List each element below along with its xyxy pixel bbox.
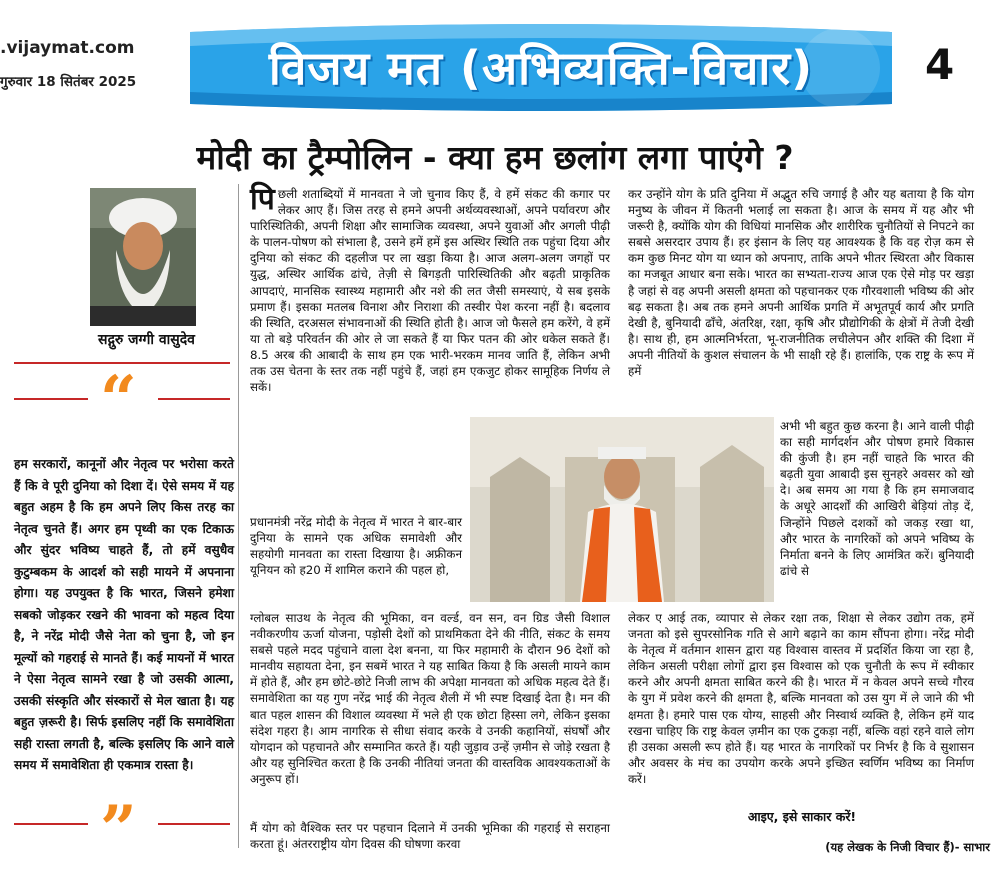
author-name: सद्गुरु जग्गी वासुदेव bbox=[98, 332, 195, 348]
divider bbox=[14, 398, 88, 400]
drop-cap: पि bbox=[250, 182, 275, 217]
article-photo bbox=[470, 417, 774, 602]
article-column-1 bbox=[250, 182, 610, 395]
article-paragraph: लेकर ए आई तक, व्यापार से लेकर रक्षा तक, शिक्षा से लेकर उद्योग तक, हमें जनता को इसे सुपरसोनिक गति से आगे बढ़ाने का काम सौंपना होगा। नरेंद्र मोदी के नेतृत्व में वर्तमान शासन द्वारा यह विश्वास वास्तव में प्रदर्शित किया जा रहा है, लेकिन असली परीक्षा लोगों द्वारा इस विश्वास को एक चुनौती के रूप में स्वीकार करने और अपनी क्षमता साबित करने की है। भारत में न केवल अपने सच्चे गौरव के युग में प्रवेश करने की क्षमता है, बल्कि मानवता को उस युग में ले जाने की भी क्षमता है। हमारे पास एक योग्य, साहसी और निस्वार्थ व्यक्ति है, लेकिन हमें याद रखना चाहिए कि राष्ट्र केवल ज़मीन का एक टुकड़ा नहीं, बल्कि वहां रहने वाले लोग ही उसका असली रूप होते हैं। यह भारत के नागरिकों पर निर्भर है कि वे सुशासन और अवसर के मंच का उपयोग करके अपने इच्छित स्वर्णिम भविष्य का निर्माण करें। bbox=[628, 611, 974, 786]
divider bbox=[158, 823, 230, 825]
divider bbox=[14, 823, 88, 825]
close-quote-icon: ” bbox=[100, 792, 137, 867]
pull-quote: हम सरकारों, कानूनों और नेतृत्व पर भरोसा करते हैं कि वे पूरी दुनिया को दिशा दें। ऐसे समय में यह बहुत अहम है कि हम अपने लिए किस तरह का नेतृत्व चुनते हैं। अगर हम पृथ्वी का एक टिकाऊ और सुंदर भविष्य चाहते हैं, तो हमें वसुधैव कुटुम्बकम के आदर्श को सही मायने में अपनाना होगा। यह उपयुक्त है कि भारत, जिसने हमेशा सबको जोड़कर रखने की भावना को महत्व दिया है, ने नरेंद्र मोदी जैसे नेता को चुना है, जो इन मूल्यों को गहराई से मानते हैं। कई मायनों में भारत ने ऐसा नेतृत्व सामने रखा है जो उसकी आत्मा, उसकी संस्कृति और संस्कारों से मेल खाता है। यह बहुत ज़रूरी है। सिर्फ इसलिए नहीं कि समावेशिता सही रास्ता लगती है, बल्कि इसलिए कि आने वाले समय में समावेशिता ही एकमात्र रास्ता है। bbox=[14, 457, 234, 772]
column-divider bbox=[238, 184, 239, 848]
article-paragraph: छली शताब्दियों में मानवता ने जो चुनाव किए हैं, वे हमें संकट की कगार पर लेकर आए हैं। जिस तरह से हमने अपनी अर्थव्यवस्थाओं, अपने पर्यावरण और पारिस्थितिकी, अपनी शिक्षा और सामाजिक व्यवस्था, अपने युवाओं और अगली पीढ़ी के पालन-पोषण को संभाला है, उसने हमें हमें इस अस्थिर स्थिति तक पहुंचा दिया और दुनिया को संकट की दहलीज पर ला खड़ा किया है। आज अलग-अलग जगहों पर युद्ध, अस्थिर आर्थिक ढांचे, तेज़ी से बिगड़ती पारिस्थितिकी और बढ़ती प्राकृतिक आपदाएं, मानसिक स्वास्थ्य महामारी और नशे की लत जैसी समस्याएं, ये सब इसके प्रमाण हैं। इसका मतलब विनाश और निराशा की तस्वीर पेश करना नहीं है। बदलाव की स्थिति, दरअसल संभावनाओं की स्थिति होती है। आज जो फैसले हम करेंगे, वे हमें या तो बड़े परिवर्तन की ओर ले जा सकते हैं या फिर पतन की ओर धकेल सकते हैं। 8.5 अरब की आबादी के साथ हम एक भारी-भरकम मानव जाति हैं, लेकिन अभी तक उस चेतना के स्तर तक नहीं पहुंचे हैं, जहां हम एकजुट होकर सामूहिक निर्णय ले सकें। bbox=[250, 187, 610, 395]
article-paragraph-narrow: अभी भी बहुत कुछ करना है। आने वाली पीढ़ी का सही मार्गदर्शन और पोषण हमारे विकास की कुंजी है। हम नहीं चाहते कि भारत की बढ़ती युवा आबादी इस सुनहरे अवसर को खो दे। अब समय आ गया है कि हम समाजवाद के अधूरे आदर्शों की आखिरी बेड़ियां तोड़ दें, जिन्होंने पिछले दशकों को जकड़ रखा था, और भारत के नागरिकों को अपने भविष्य के निर्माता बनने के लिए आमंत्रित करें। बुनियादी ढांचे से bbox=[780, 419, 974, 578]
section-title: विजय मत (अभिव्यक्ति-विचार) bbox=[268, 41, 814, 95]
article-paragraph: ग्लोबल साउथ के नेतृत्व की भूमिका, वन वर्ल्ड, वन सन, वन ग्रिड जैसी विशाल नवीकरणीय ऊर्जा योजना, पड़ोसी देशों को प्राथमिकता देने की नीति, संकट के समय सबसे पहले मदद पहुंचाने वाला देश बनना, या फिर महामारी के दौरान 96 देशों को मानवीय सहायता देना, इन सबमें भारत ने यह साबित किया है कि असली मायने काम में होते हैं, और हम छोटे-छोटे निजी लाभ की अपेक्षा मानवता को अधिक महत्व देते हैं। समावेशिता का यह गुण नरेंद्र भाई की नेतृत्व शैली में भी स्पष्ट दिखाई देता है। मन की बात पहल शासन की विशाल व्यवस्था में भले ही एक छोटा हिस्सा लगे, लेकिन इसका संदेश गहरा है। आम नागरिक से सीधा संवाद करके वे उनकी कहानियों, संघर्षों और योगदान को पहचानते और सम्मानित करते हैं। यही जुड़ाव उन्हें ज़मीन से जोड़े रखता है और यह सुनिश्चित करता है कि उनकी नीतियां जनता की वास्तविक आवश्यकताओं के अनुरूप हों। bbox=[250, 611, 610, 786]
article-paragraph-narrow: प्रधानमंत्री नरेंद्र मोदी के नेतृत्व में भारत ने बार-बार दुनिया के सामने एक अधिक समावेशी और सहयोगी मानवता का रास्ता दिखाया है। अफ्रीकन यूनियन को ह20 में शामिल कराने की पहल हो, bbox=[250, 515, 462, 578]
author-portrait-image bbox=[90, 188, 196, 326]
page-number: 4 bbox=[925, 40, 955, 89]
closing-line: आइए, इसे साकार करें! bbox=[747, 809, 857, 824]
disclaimer-footnote: (यह लेखक के निजी विचार हैं)- साभार bbox=[825, 840, 990, 854]
open-quote-icon: “ bbox=[100, 362, 137, 437]
article-headline: मोदी का ट्रैम्पोलिन - क्या हम छलांग लगा पाएंगे ? bbox=[196, 138, 794, 177]
divider bbox=[158, 398, 230, 400]
website-url: .vijaymat.com bbox=[0, 38, 135, 58]
article-paragraph: मैं योग को वैश्विक स्तर पर पहचान दिलाने में उनकी भूमिका की गहराई से सराहना करता हूं। अंतरराष्ट्रीय योग दिवस की घोषणा करवा bbox=[250, 821, 610, 852]
leader-photo-image bbox=[470, 417, 774, 602]
issue-date: गुरुवार 18 सितंबर 2025 bbox=[0, 74, 137, 90]
author-photo bbox=[90, 188, 196, 326]
section-banner bbox=[190, 22, 892, 114]
article-column-2: कर उन्होंने योग के प्रति दुनिया में अद्भुत रुचि जगाई है और यह बताया है कि योग मनुष्य के जीवन में कितनी भलाई ला सकता है। आज के समय में यह और भी जरूरी है, क्योंकि योग की विधियां मानसिक और शारीरिक चुनौतियों से निपटने का सबसे असरदार उपाय हैं। हर इंसान के लिए यह आवश्यक है कि वह रोज़ कम से कम कुछ मिनट योग या ध्यान को अपनाए, ताकि अपने भीतर स्थिरता और विकास का मजबूत आधार बना सके। भारत का सभ्यता-राज्य आज एक ऐसे मोड़ पर खड़ा है जहां से वह अपनी असली क्षमता को पहचानकर एक गौरवशाली भविष्य की ओर बढ़ सकता है। अब तक हमने अपनी आर्थिक प्रगति में अभूतपूर्व कार्य और प्रगति देखी है, बुनियादी ढाँचे, अंतरिक्ष, रक्षा, कृषि और प्रौद्योगिकी के क्षेत्रों में तेजी देखी है। साथ ही, हम आत्मनिर्भरता, भू-राजनीतिक लचीलेपन और शक्ति की दिशा में अपनी नीतियों के कुशल संचालन के भी साक्षी रहे हैं। हालांकि, एक राष्ट्र के रूप में हमें bbox=[628, 187, 974, 379]
